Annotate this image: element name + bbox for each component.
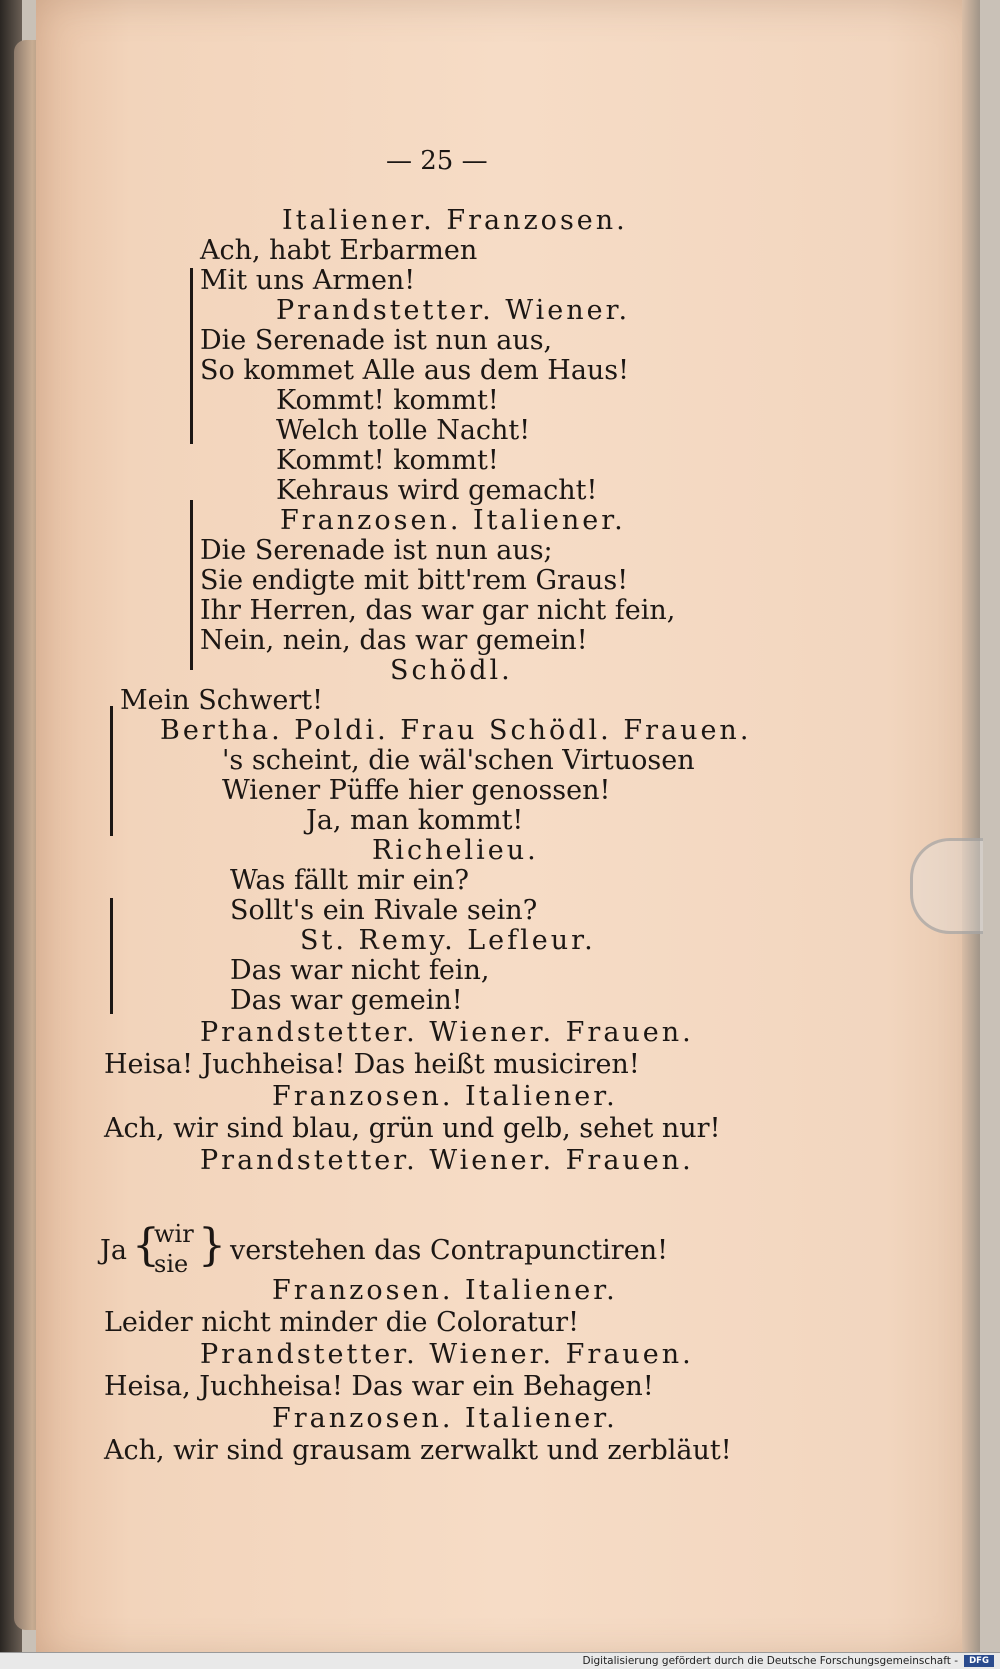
- dfg-logo: DFG: [964, 1655, 994, 1667]
- bracket-line: [190, 500, 203, 670]
- verse-line: Kehraus wird gemacht!: [276, 475, 598, 506]
- verse-line: Heisa, Juchheisa! Das war ein Behagen!: [104, 1371, 654, 1402]
- right-brace: }: [198, 1220, 226, 1271]
- verse-line: Mein Schwert!: [120, 685, 323, 716]
- speaker-heading: Prandstetter. Wiener.: [276, 295, 631, 326]
- footer-strip: [0, 1652, 1000, 1669]
- speaker-heading: Bertha. Poldi. Frau Schödl. Frauen.: [160, 715, 752, 746]
- verse-line: Leider nicht minder die Coloratur!: [104, 1307, 579, 1338]
- verse-line: Sie endigte mit bitt'rem Graus!: [200, 565, 629, 596]
- verse-line: Mit uns Armen!: [200, 265, 416, 296]
- ja-word: Ja: [100, 1235, 127, 1266]
- page-right-edge: [962, 0, 980, 1660]
- speaker-heading: Franzosen. Italiener.: [280, 505, 626, 536]
- speaker-heading: Franzosen. Italiener.: [272, 1275, 618, 1306]
- verse-line: Kommt! kommt!: [276, 385, 499, 416]
- alt-sie: sie: [154, 1250, 189, 1278]
- verse-line: Nein, nein, das war gemein!: [200, 625, 588, 656]
- bracket-line: [190, 268, 203, 444]
- page-number: — 25 —: [386, 146, 488, 176]
- verse-line: Das war gemein!: [230, 985, 463, 1016]
- speaker-heading: Italiener. Franzosen.: [282, 205, 628, 236]
- left-brace: {: [132, 1220, 160, 1271]
- verse-line: Ja, man kommt!: [306, 805, 524, 836]
- verse-line: Ach, wir sind blau, grün und gelb, sehet nur!: [104, 1113, 721, 1144]
- verse-line: verstehen das Contrapunctiren!: [230, 1235, 668, 1266]
- speaker-heading: Prandstetter. Wiener. Frauen.: [200, 1339, 694, 1370]
- verse-line: Wiener Püffe hier genossen!: [222, 775, 611, 806]
- bracket-line: [110, 706, 123, 836]
- verse-line: So kommet Alle aus dem Haus!: [200, 355, 630, 386]
- speaker-heading: Prandstetter. Wiener. Frauen.: [200, 1017, 694, 1048]
- verse-line: Die Serenade ist nun aus,: [200, 325, 553, 356]
- verse-line: Welch tolle Nacht!: [276, 415, 531, 446]
- verse-line: Heisa! Juchheisa! Das heißt musiciren!: [104, 1049, 640, 1080]
- speaker-heading: Franzosen. Italiener.: [272, 1081, 618, 1112]
- speaker-heading: Franzosen. Italiener.: [272, 1403, 618, 1434]
- speaker-heading: Prandstetter. Wiener. Frauen.: [200, 1145, 694, 1176]
- verse-line: Ach, wir sind grausam zerwalkt und zerbläut!: [104, 1435, 732, 1466]
- verse-line: Sollt's ein Rivale sein?: [230, 895, 538, 926]
- speaker-heading: St. Remy. Lefleur.: [300, 925, 596, 956]
- verse-line: Das war nicht fein,: [230, 955, 490, 986]
- page-clip: [910, 838, 983, 934]
- verse-line: Ach, habt Erbarmen: [200, 235, 478, 266]
- verse-line: Was fällt mir ein?: [230, 865, 469, 896]
- speaker-heading: Schödl.: [390, 655, 513, 686]
- verse-line: 's scheint, die wäl'schen Virtuosen: [222, 745, 695, 776]
- footer-text: Digitalisierung gefördert durch die Deutsche Forschungsgemeinschaft -: [582, 1655, 958, 1667]
- bracket-line: [110, 898, 123, 1014]
- verse-line: Die Serenade ist nun aus;: [200, 535, 553, 566]
- alt-wir: wir: [154, 1220, 194, 1248]
- verse-line: Kommt! kommt!: [276, 445, 499, 476]
- speaker-heading: Richelieu.: [372, 835, 539, 866]
- verse-line: Ihr Herren, das war gar nicht fein,: [200, 595, 676, 626]
